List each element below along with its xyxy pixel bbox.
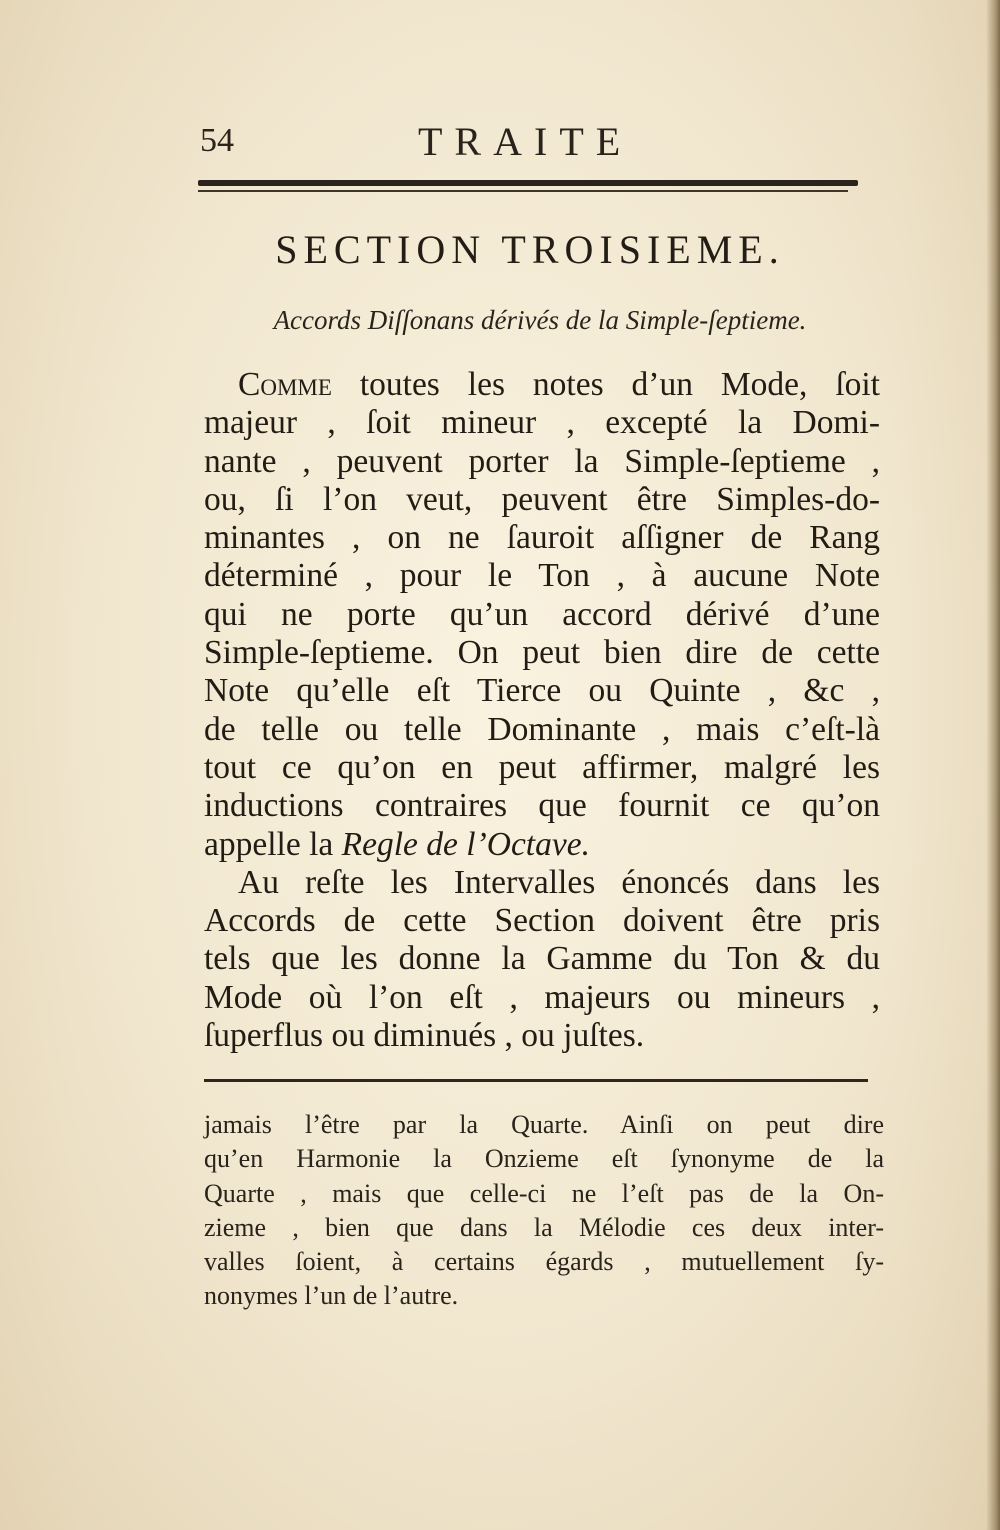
header-rule-thin — [198, 190, 848, 192]
text-line — [204, 826, 880, 864]
footnote-line: zieme , bien que dans la Mélodie ces deux inter- — [204, 1212, 884, 1242]
regle-de-l-octave-title: Regle de l’Octave. — [341, 825, 590, 863]
text-line: majeur , ſoit mineur , excepté la Domi- — [204, 404, 880, 442]
footnote — [204, 1108, 884, 1314]
text-line-rest: toutes les notes d’un Mode, ſoit — [331, 366, 880, 403]
running-head: TRAITE — [418, 119, 633, 164]
text-line: ou, ſi l’on veut, peuvent être Simples-do- — [204, 480, 880, 518]
text-line: Note qu’elle eſt Tierce ou Quinte , &c , — [204, 672, 880, 710]
text-line: Accords de cette Section doivent être pris — [204, 902, 880, 940]
paragraph-1 — [204, 366, 880, 864]
body-text — [204, 366, 880, 1055]
footnote-line: nonymes l’un de l’autre. — [204, 1281, 459, 1311]
text-line: déterminé , pour le Ton , à aucune Note — [204, 557, 880, 595]
page-header — [200, 118, 860, 168]
text-line: tels que les donne la Gamme du Ton & du — [204, 940, 880, 978]
footnote-line: valles ſoient, à certains égards , mutuellement ſy- — [204, 1247, 884, 1277]
header-rule — [198, 180, 858, 186]
page-number: 54 — [200, 122, 234, 159]
paragraph-2 — [204, 864, 880, 1055]
text-line: Mode où l’on eſt , majeurs ou mineurs , — [204, 978, 880, 1016]
text-line: nante , peuvent porter la Simple-ſeptieme , — [204, 442, 880, 480]
text-line — [204, 366, 880, 404]
text-line: de telle ou telle Dominante , mais c’eſt-là — [204, 710, 880, 748]
text-line: qui ne porte qu’un accord dérivé d’une — [204, 595, 880, 633]
footnote-line: jamais l’être par la Quarte. Ainſi on peut dire — [204, 1110, 884, 1139]
text-line: tout ce qu’on en peut affirmer, malgré les — [204, 748, 880, 786]
text-line: minantes , on ne ſauroit aſſigner de Rang — [204, 519, 880, 557]
footnote-rule — [204, 1079, 868, 1082]
section-title: SECTION TROISIEME. — [275, 227, 785, 272]
text-line: inductions contraires que fournit ce qu’on — [204, 787, 880, 825]
footnote-line: qu’en Harmonie la Onzieme eſt ſynonyme de la — [204, 1144, 884, 1174]
text-line: ſuperflus ou diminués , ou juſtes. — [204, 1017, 645, 1055]
footnote-line: Quarte , mais que celle-ci ne l’eſt pas de la On- — [204, 1178, 884, 1208]
section-subtitle: Accords Diſſonans dérivés de la Simple-ſeptieme. — [273, 305, 807, 335]
text-line: Simple-ſeptieme. On peut bien dire de cette — [204, 634, 880, 672]
text-line: Au reſte les Intervalles énoncés dans les — [238, 863, 880, 901]
paragraph-lead-word: Comme — [238, 366, 332, 403]
text-line-prefix: appelle la — [204, 825, 342, 863]
book-spine-shadow — [986, 0, 1000, 1530]
